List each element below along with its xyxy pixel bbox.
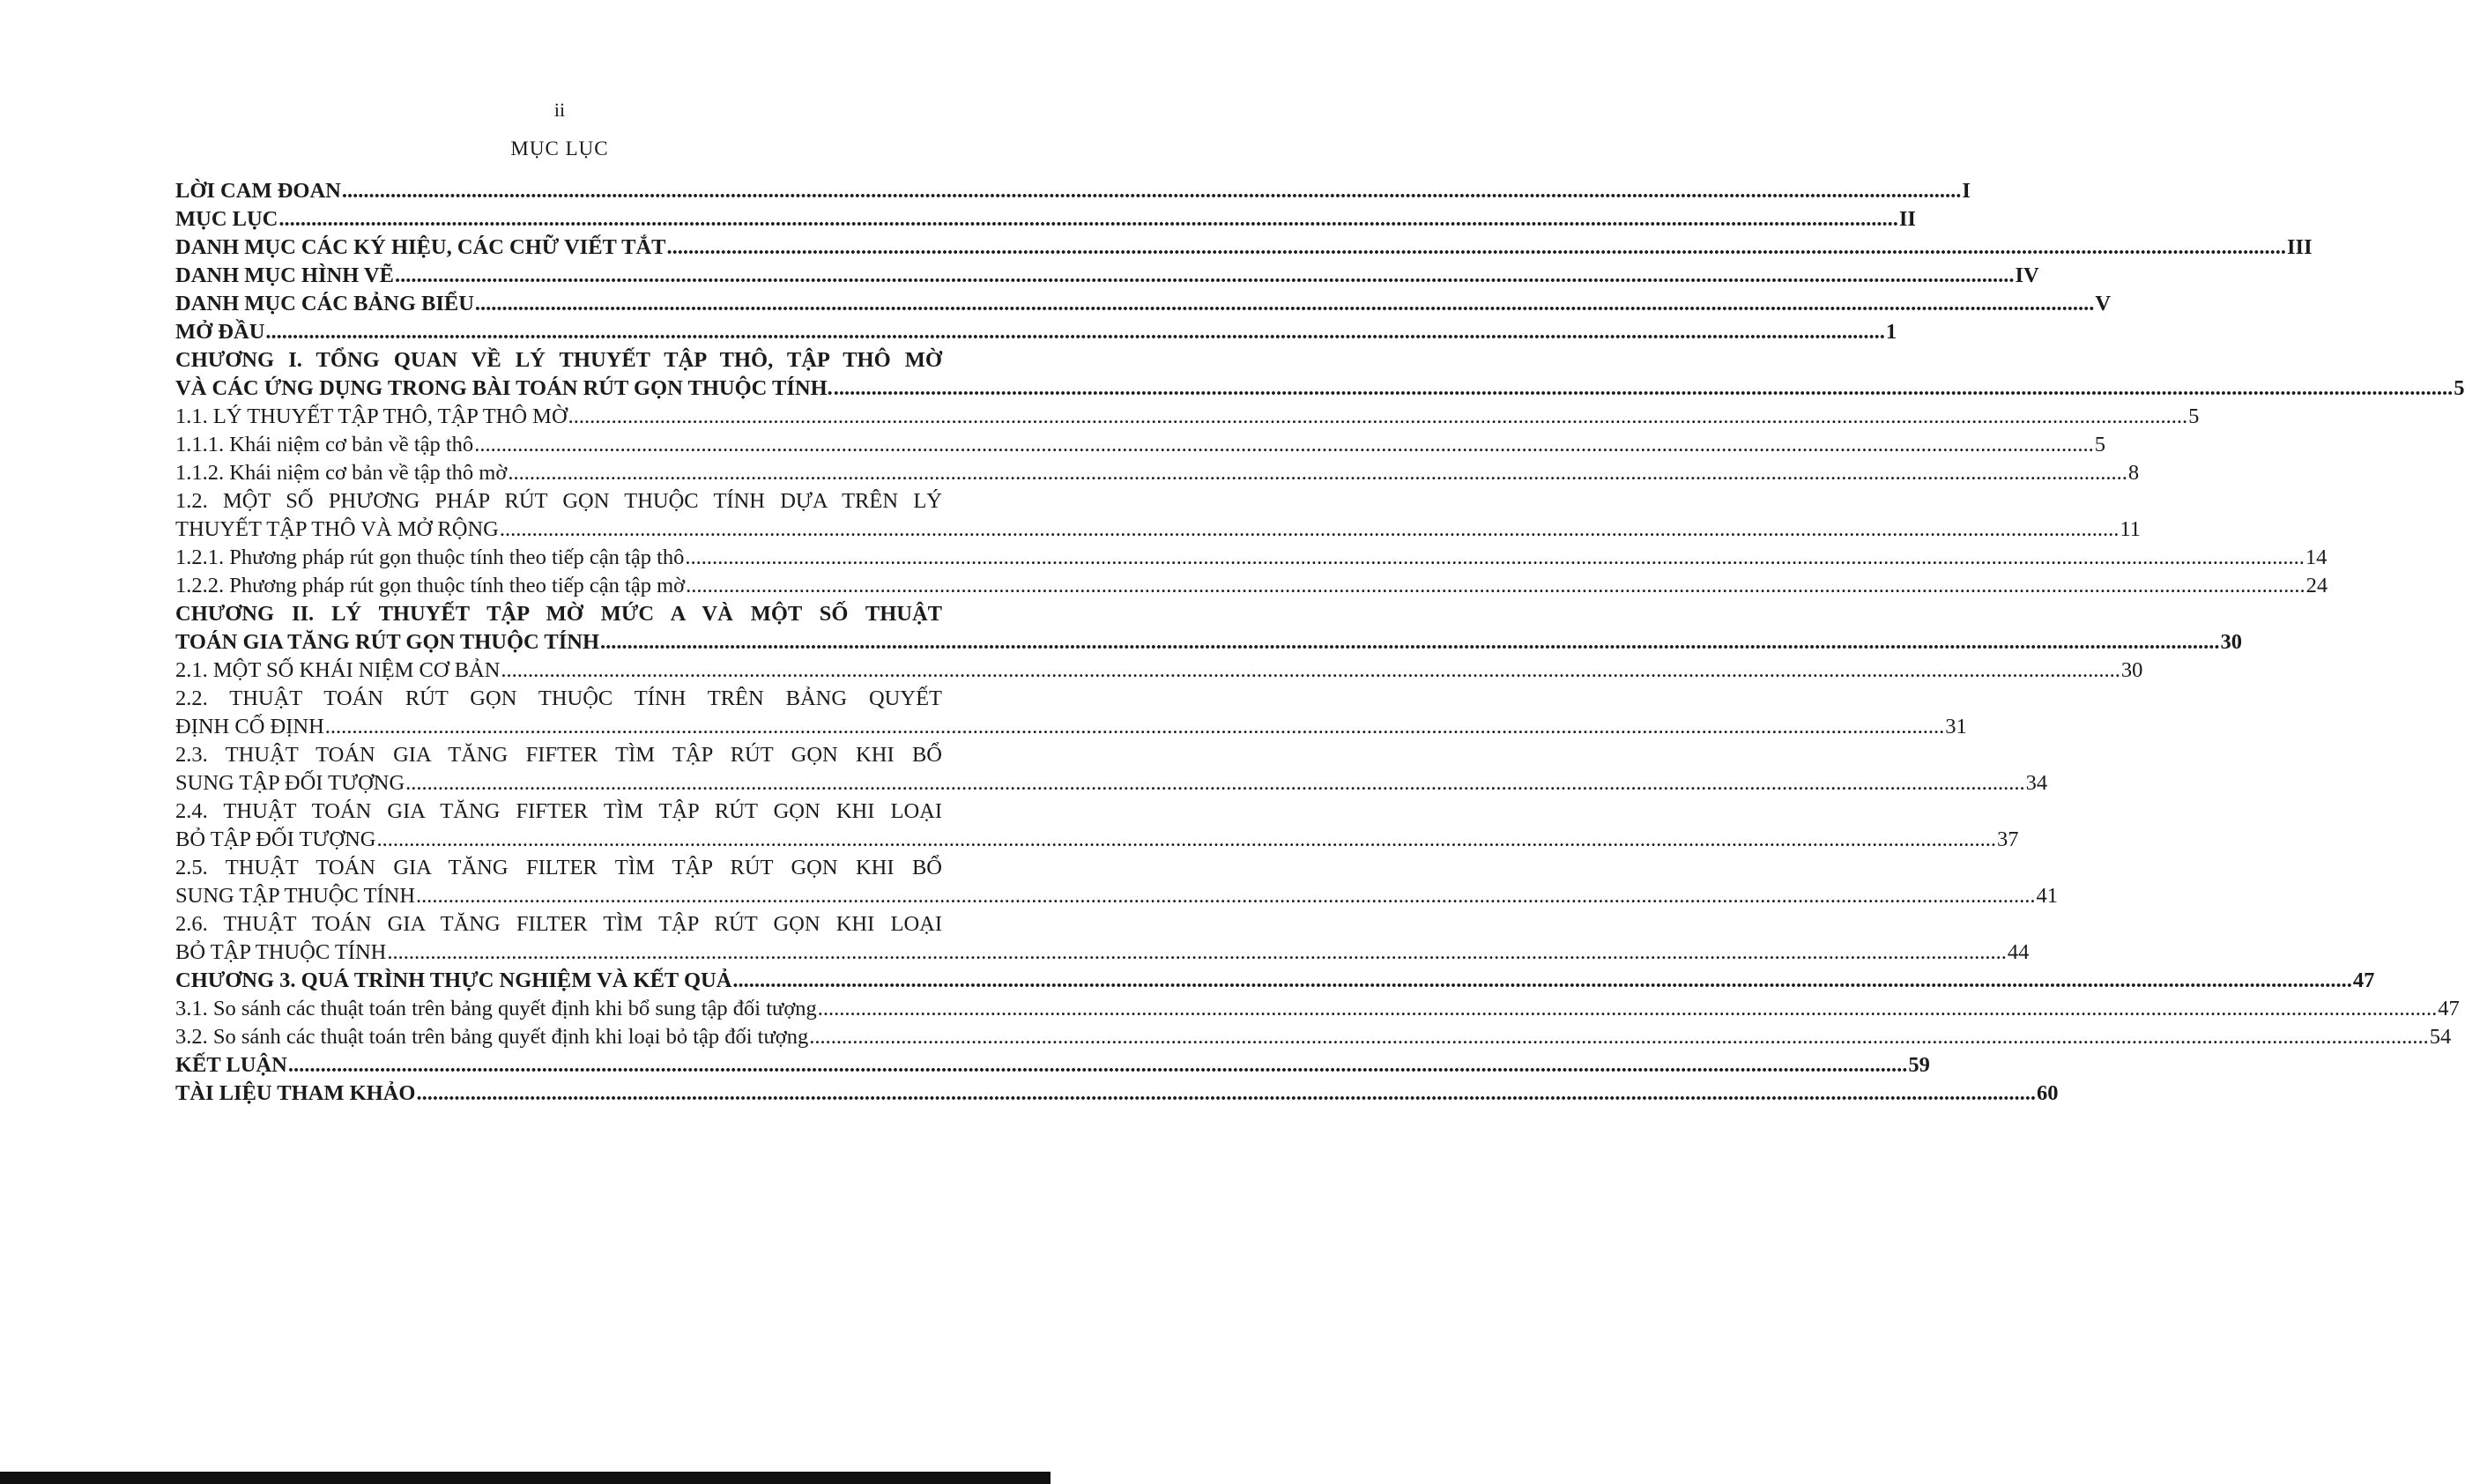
toc-page-number: 34 [2025, 771, 2048, 795]
toc-entry[interactable] [175, 572, 2328, 600]
toc-entry-title-line: CHƯƠNG II. LÝ THUYẾT TẬP MỜ MỨC A VÀ MỘT SỐ THUẬT [175, 602, 942, 626]
toc-entry-title-line: 1.2. MỘT SỐ PHƯƠNG PHÁP RÚT GỌN THUỘC TÍNH DỰA TRÊN LÝ [175, 489, 942, 513]
toc-page-number: 54 [2429, 1025, 2452, 1049]
toc-entry-title: THUYẾT TẬP THÔ VÀ MỞ RỘNG [175, 517, 499, 541]
toc-entry[interactable] [175, 910, 2030, 967]
toc-entry-title: ĐỊNH CỐ ĐỊNH [175, 715, 324, 738]
dot-leader: ............................................................................................................................................................................................................................................................................................................ [568, 404, 2188, 428]
toc-entry-title: 3.1. So sánh các thuật toán trên bảng quyết định khi bổ sung tập đối tượng [175, 997, 817, 1020]
toc-page-number: V [2095, 292, 2112, 315]
toc-page-number: 5 [2454, 376, 2465, 400]
toc-entry[interactable] [175, 403, 2200, 431]
page-number: ii [553, 99, 566, 121]
toc-entry-title: CHƯƠNG 3. QUÁ TRÌNH THỰC NGHIỆM VÀ KẾT QUẢ [175, 968, 732, 992]
toc-page-number: 14 [2305, 545, 2328, 569]
toc-page-number: 30 [2120, 658, 2143, 682]
toc-entry-title: BỎ TẬP THUỘC TÍNH [175, 940, 387, 964]
toc-entry[interactable] [175, 177, 1971, 205]
toc-entry[interactable] [175, 318, 1897, 346]
toc-page-number: 24 [2305, 574, 2328, 597]
toc-entry-title: 1.1.2. Khái niệm cơ bản về tập thô mờ [175, 461, 508, 485]
toc-page-number: 41 [2036, 884, 2059, 908]
dot-leader: ............................................................................................................................................................................................................................................................................................................ [474, 292, 2095, 315]
toc-entry-title: TOÁN GIA TĂNG RÚT GỌN THUỘC TÍNH [175, 630, 600, 654]
toc-page-number: 5 [2094, 433, 2105, 456]
dot-leader: ............................................................................................................................................................................................................................................................................................................ [278, 207, 1898, 231]
toc-entry-title: 1.2.1. Phương pháp rút gọn thuộc tính theo tiếp cận tập thô [175, 545, 685, 569]
dot-leader: ............................................................................................................................................................................................................................................................................................................ [287, 1053, 1908, 1077]
toc-page-number: 8 [2127, 461, 2140, 485]
toc-page-number: II [1898, 207, 1916, 231]
toc-entry[interactable] [175, 1080, 2059, 1108]
dot-leader: ............................................................................................................................................................................................................................................................................................................ [405, 771, 2025, 795]
toc-entry-title: SUNG TẬP THUỘC TÍNH [175, 884, 416, 908]
toc-page-number: I [1962, 179, 1971, 203]
toc-entry-title: LỜI CAM ĐOAN [175, 179, 341, 203]
toc-entry[interactable] [175, 459, 2140, 487]
scan-edge [0, 1472, 1051, 1484]
dot-leader: ............................................................................................................................................................................................................................................................................................................ [666, 235, 2287, 259]
toc-entry-title: DANH MỤC CÁC KÝ HIỆU, CÁC CHỮ VIẾT TẮT [175, 235, 666, 259]
toc-page-number: 30 [2220, 630, 2243, 654]
toc-entry[interactable] [175, 685, 1967, 741]
toc-entry[interactable] [175, 741, 2048, 798]
toc-entry[interactable] [175, 854, 2059, 910]
toc-entry[interactable] [175, 262, 2039, 290]
toc-page-number: 47 [2438, 997, 2460, 1020]
dot-leader: ............................................................................................................................................................................................................................................................................................................ [732, 968, 2352, 992]
toc-entry[interactable] [175, 487, 2141, 544]
dot-leader: ............................................................................................................................................................................................................................................................................................................ [387, 940, 2007, 964]
dot-leader: ............................................................................................................................................................................................................................................................................................................ [600, 630, 2220, 654]
dot-leader: ............................................................................................................................................................................................................................................................................................................ [508, 461, 2127, 485]
dot-leader: ............................................................................................................................................................................................................................................................................................................ [686, 574, 2305, 597]
toc-page-number: 37 [1997, 827, 2019, 851]
toc-entry-title: TÀI LIỆU THAM KHẢO [175, 1081, 416, 1105]
toc-page-number: 60 [2037, 1081, 2059, 1105]
toc-entry[interactable] [175, 798, 2019, 854]
toc-entry[interactable] [175, 1023, 2452, 1051]
toc-entry-title-line: 2.6. THUẬT TOÁN GIA TĂNG FILTER TÌM TẬP RÚT GỌN KHI LOẠI [175, 912, 942, 936]
toc-entry[interactable] [175, 234, 2313, 262]
table-of-contents [175, 177, 2465, 1108]
toc-entry-title: VÀ CÁC ỨNG DỤNG TRONG BÀI TOÁN RÚT GỌN THUỘC TÍNH. [175, 376, 833, 400]
toc-page-number: 11 [2120, 517, 2141, 541]
toc-entry-title: DANH MỤC HÌNH VẼ [175, 263, 394, 287]
toc-entry-title: KẾT LUẬN [175, 1053, 287, 1077]
toc-entry-title-line: 2.5. THUẬT TOÁN GIA TĂNG FILTER TÌM TẬP RÚT GỌN KHI BỔ [175, 856, 942, 879]
dot-leader: ............................................................................................................................................................................................................................................................................................................ [341, 179, 1962, 203]
dot-leader: ............................................................................................................................................................................................................................................................................................................ [324, 715, 1945, 738]
toc-entry[interactable] [175, 1051, 1930, 1080]
dot-leader: ............................................................................................................................................................................................................................................................................................................ [416, 1081, 2036, 1105]
toc-entry-title-line: CHƯƠNG I. TỔNG QUAN VỀ LÝ THUYẾT TẬP THÔ, TẬP THÔ MỜ [175, 348, 942, 372]
dot-leader: ............................................................................................................................................................................................................................................................................................................ [833, 376, 2454, 400]
toc-page-number: 31 [1945, 715, 1967, 738]
toc-entry[interactable] [175, 657, 2143, 685]
dot-leader: ............................................................................................................................................................................................................................................................................................................ [809, 1025, 2429, 1049]
dot-leader: ............................................................................................................................................................................................................................................................................................................ [416, 884, 2036, 908]
toc-entry[interactable] [175, 431, 2105, 459]
page-title: MỤC LỤC [510, 137, 609, 160]
toc-entry-title-line: 2.3. THUẬT TOÁN GIA TĂNG FIFTER TÌM TẬP RÚT GỌN KHI BỔ [175, 743, 942, 767]
dot-leader: ............................................................................................................................................................................................................................................................................................................ [501, 658, 2120, 682]
toc-entry-title: 2.1. MỘT SỐ KHÁI NIỆM CƠ BẢN [175, 658, 501, 682]
toc-entry-title: SUNG TẬP ĐỐI TƯỢNG [175, 771, 405, 795]
toc-entry[interactable] [175, 346, 2465, 403]
dot-leader: ............................................................................................................................................................................................................................................................................................................ [394, 263, 2015, 287]
toc-entry-title: 1.1. LÝ THUYẾT TẬP THÔ, TẬP THÔ MỜ [175, 404, 568, 428]
toc-entry-title: MỤC LỤC [175, 207, 278, 231]
toc-entry[interactable] [175, 600, 2243, 657]
toc-page-number: III [2287, 235, 2313, 259]
dot-leader: ............................................................................................................................................................................................................................................................................................................ [685, 545, 2305, 569]
toc-entry-title: MỞ ĐẦU [175, 320, 265, 344]
toc-page-number: 59 [1908, 1053, 1930, 1077]
toc-entry[interactable] [175, 290, 2112, 318]
toc-entry-title-line: 2.2. THUẬT TOÁN RÚT GỌN THUỘC TÍNH TRÊN BẢNG QUYẾT [175, 686, 942, 710]
dot-leader: ............................................................................................................................................................................................................................................................................................................ [376, 827, 1996, 851]
toc-entry[interactable] [175, 544, 2328, 572]
toc-page-number: 44 [2007, 940, 2030, 964]
toc-entry[interactable] [175, 967, 2375, 995]
toc-page-number: 47 [2352, 968, 2375, 992]
dot-leader: ............................................................................................................................................................................................................................................................................................................ [817, 997, 2438, 1020]
toc-page-number: 5 [2188, 404, 2200, 428]
toc-entry-title: 1.1.1. Khái niệm cơ bản về tập thô [175, 433, 474, 456]
toc-entry-title: 1.2.2. Phương pháp rút gọn thuộc tính theo tiếp cận tập mờ [175, 574, 686, 597]
toc-entry-title: DANH MỤC CÁC BẢNG BIỂU [175, 292, 474, 315]
dot-leader: ............................................................................................................................................................................................................................................................................................................ [499, 517, 2120, 541]
toc-page-number: 1 [1885, 320, 1897, 344]
dot-leader: ............................................................................................................................................................................................................................................................................................................ [474, 433, 2094, 456]
toc-entry-title: 3.2. So sánh các thuật toán trên bảng quyết định khi loại bỏ tập đối tượng [175, 1025, 809, 1049]
toc-entry[interactable] [175, 205, 1916, 234]
toc-entry[interactable] [175, 995, 2460, 1023]
toc-entry-title: BỎ TẬP ĐỐI TƯỢNG [175, 827, 376, 851]
toc-entry-title-line: 2.4. THUẬT TOÁN GIA TĂNG FIFTER TÌM TẬP RÚT GỌN KHI LOẠI [175, 799, 942, 823]
dot-leader: ............................................................................................................................................................................................................................................................................................................ [265, 320, 1885, 344]
toc-page-number: IV [2015, 263, 2039, 287]
